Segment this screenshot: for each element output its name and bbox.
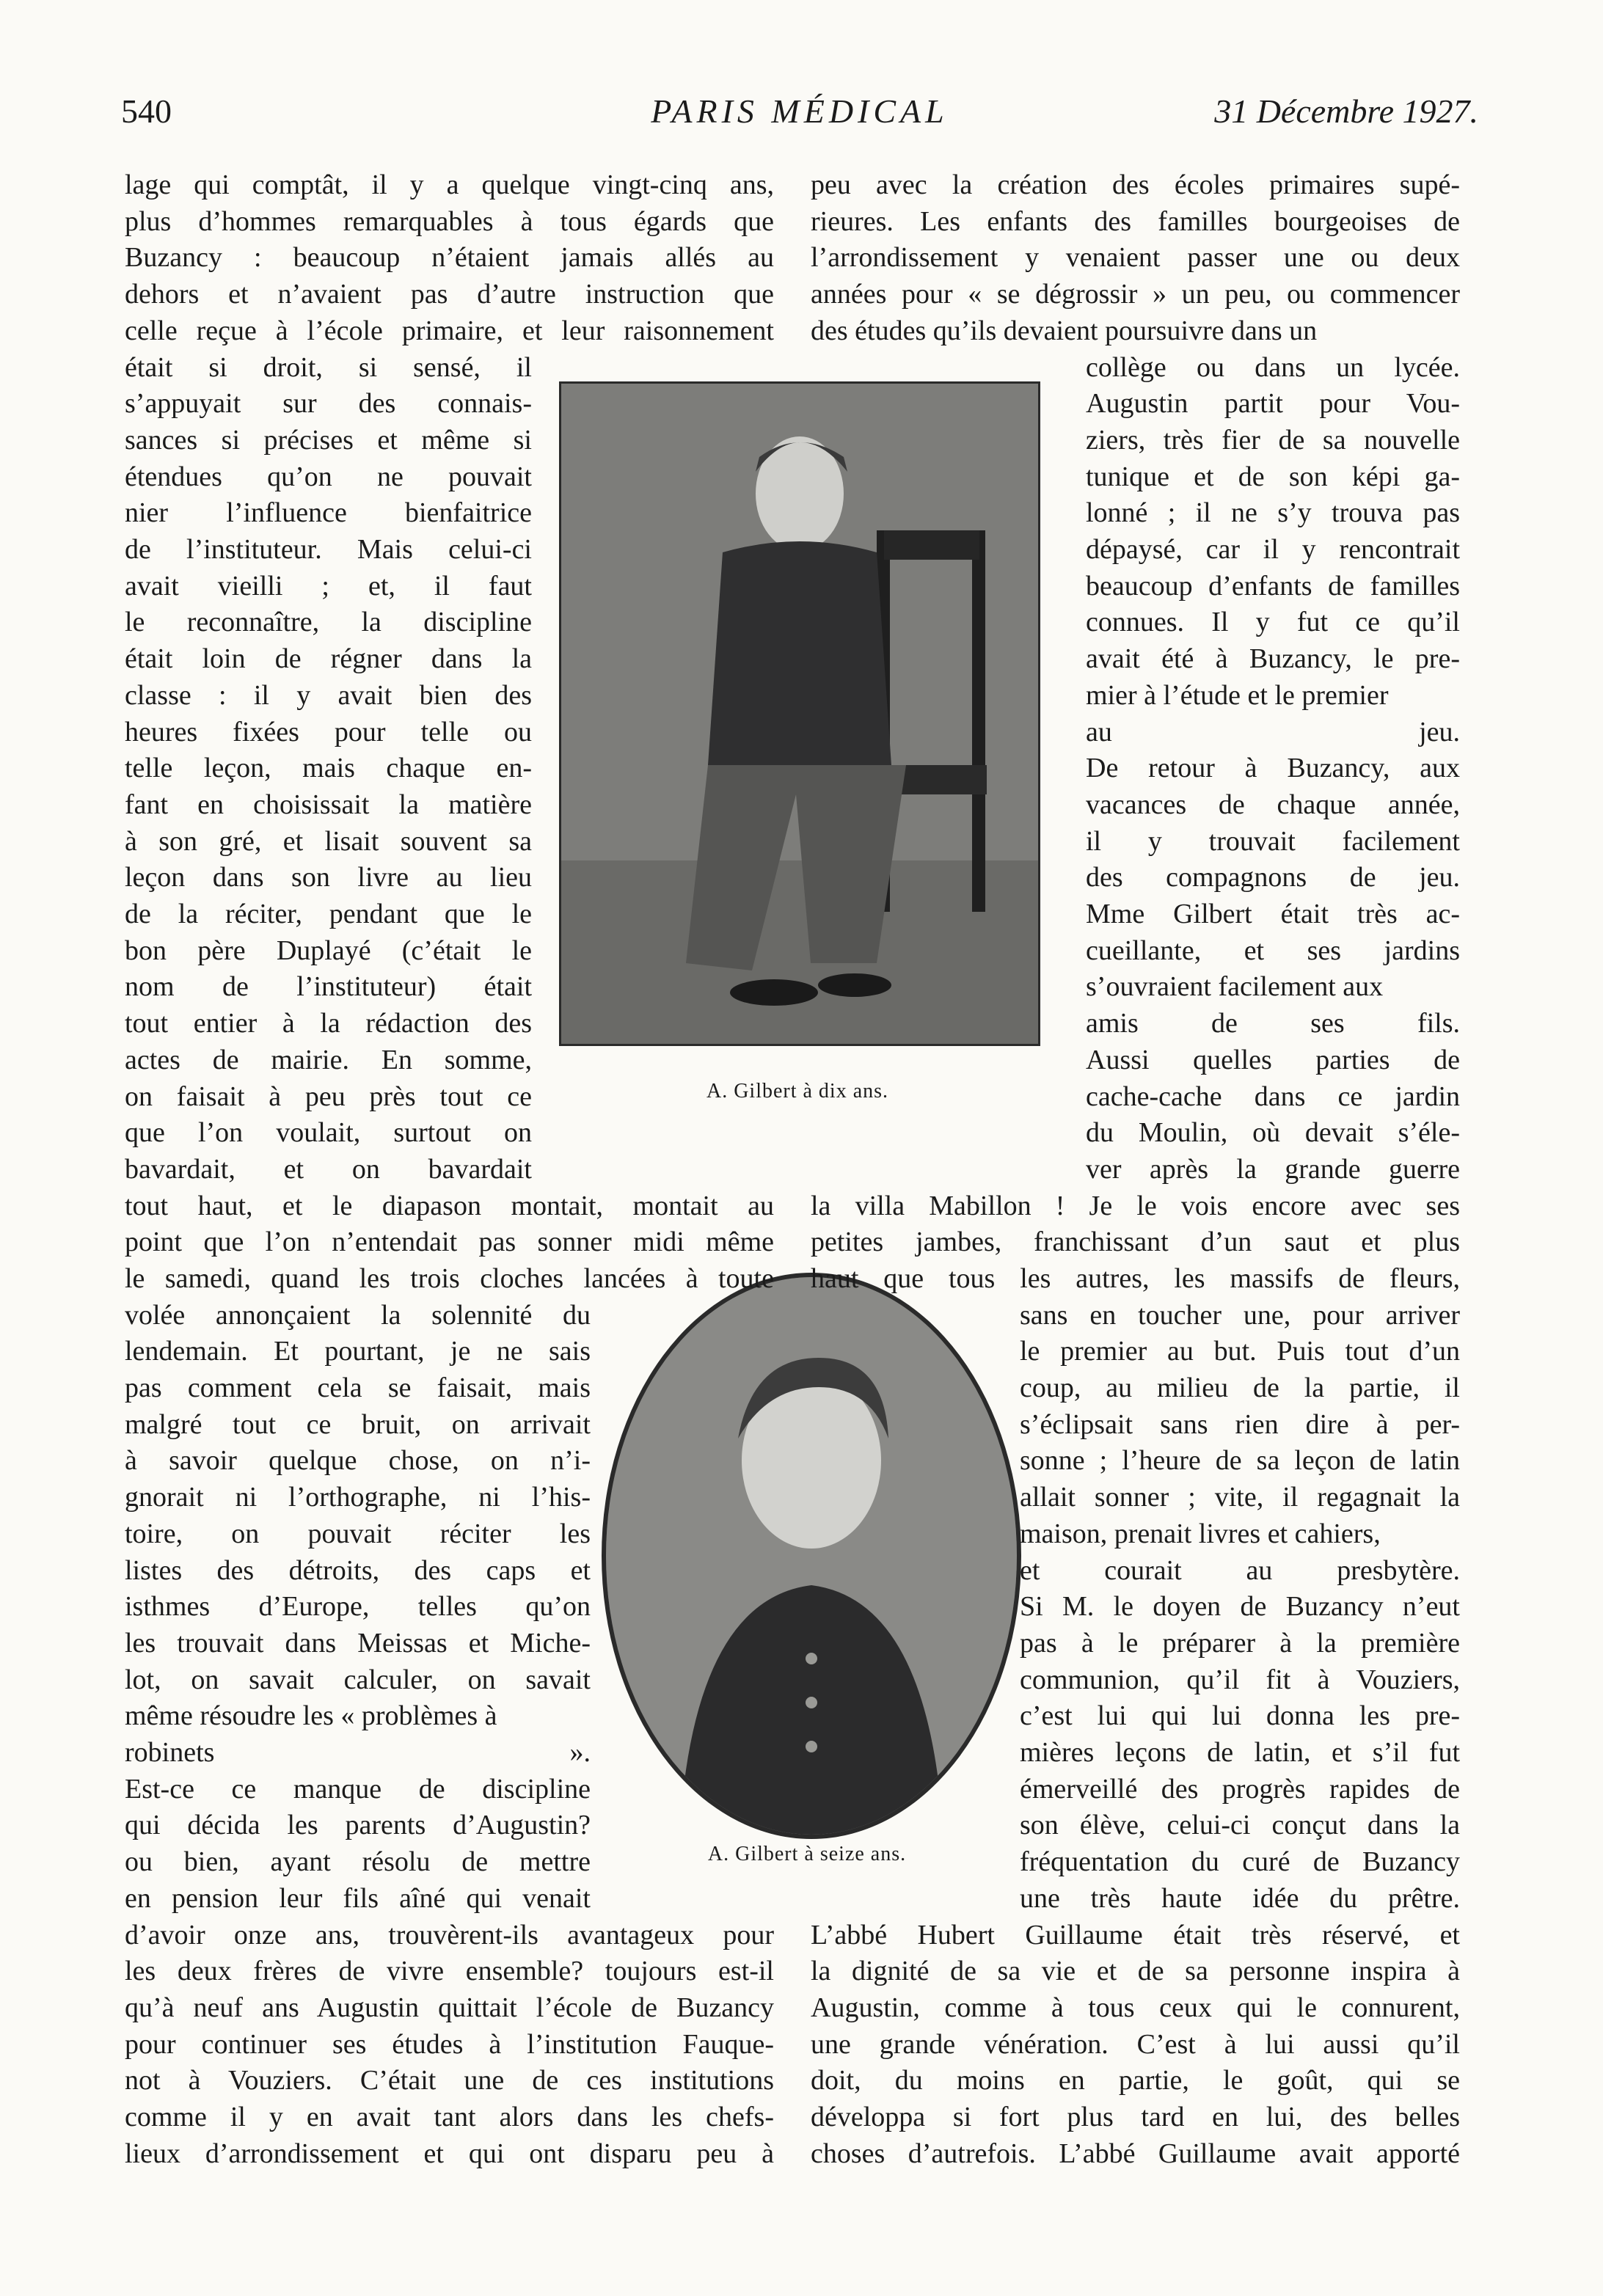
text-line: Augustin partit pour Vou-	[1086, 388, 1460, 420]
text-line: et courait au presbytère.	[1020, 1554, 1460, 1586]
text-line: Buzancy : beaucoup n’étaient jamais allés au	[125, 242, 774, 274]
text-line: gnorait ni l’orthographe, ni l’his-	[125, 1482, 591, 1513]
text-line: listes des détroits, des caps et	[125, 1554, 591, 1586]
text-line: coup, au milieu de la partie, il	[1020, 1372, 1460, 1403]
text-line: connues. Il y fut ce qu’il	[1086, 607, 1460, 638]
text-line: années pour « se dégrossir » un peu, ou commencer	[811, 279, 1460, 310]
text-line: sonne ; l’heure de sa leçon de latin	[1020, 1445, 1460, 1477]
text-line: nom de l’instituteur) était	[125, 971, 532, 1003]
text-line: Mme Gilbert était très ac-	[1086, 899, 1460, 929]
text-line: avait été à Buzancy, le pre-	[1086, 643, 1460, 675]
photo-caption: A. Gilbert à seize ans.	[707, 1843, 907, 1865]
text-line: rieures. Les enfants des familles bourgeoises de	[811, 205, 1460, 237]
text-line: les trouvait dans Meissas et Miche-	[125, 1627, 591, 1659]
text-line: une grande vénération. C’est à lui aussi qu’il	[811, 2028, 1460, 2060]
text-line: pour continuer ses études à l’institution Fauque-	[125, 2028, 774, 2060]
text-line: l’arrondissement y venaient passer une ou deux	[811, 242, 1460, 274]
text-line: émerveillé des progrès rapides de	[1020, 1773, 1460, 1805]
text-line: il y trouvait facilement	[1086, 825, 1460, 857]
text-line: point que l’on n’entendait pas sonner midi même	[125, 1226, 774, 1258]
issue-date: 31 Décembre 1927.	[1214, 92, 1478, 130]
text-line: choses d’autrefois. L’abbé Guillaume avait apporté	[811, 2138, 1460, 2169]
text-line: De retour à Buzancy, aux	[1086, 753, 1460, 784]
text-line: leçon dans son livre au lieu	[125, 862, 532, 893]
text-line: de l’instituteur. Mais celui-ci	[125, 534, 532, 565]
text-line: s’ouvraient facilement aux	[1086, 971, 1384, 1003]
text-line: bon père Duplayé (c’était le	[125, 935, 532, 966]
text-line: le premier au but. Puis tout d’un	[1020, 1336, 1460, 1367]
text-line: ziers, très fier de sa nouvelle	[1086, 424, 1460, 456]
text-line: toire, on pouvait réciter les	[125, 1518, 591, 1549]
text-line: haut que tous les autres, les massifs de fleurs,	[811, 1262, 1460, 1294]
text-line: qui décida les parents d’Augustin?	[125, 1810, 591, 1841]
text-line: tout entier à la rédaction des	[125, 1008, 532, 1039]
text-line: mier à l’étude et le premier	[1086, 679, 1389, 711]
text-line: était si droit, si sensé, il	[125, 351, 532, 383]
text-line: les deux frères de vivre ensemble? toujours est-il	[125, 1956, 774, 1987]
text-line: qu’à neuf ans Augustin quittait l’école de Buzancy	[125, 1992, 774, 2023]
text-line: des compagnons de jeu.	[1086, 862, 1460, 893]
text-line: maison, prenait livres et cahiers,	[1020, 1518, 1381, 1549]
text-line: Est-ce ce manque de discipline	[125, 1773, 591, 1805]
text-line: même résoudre les « problèmes à	[125, 1700, 497, 1732]
text-line: cueillante, et ses jardins	[1086, 935, 1460, 966]
text-line: d’avoir onze ans, trouvèrent-ils avantageux pour	[125, 1919, 774, 1950]
text-line: la villa Mabillon ! Je le vois encore avec ses	[811, 1190, 1460, 1221]
text-line: plus d’hommes remarquables à tous égards que	[125, 205, 774, 237]
text-line: Si M. le doyen de Buzancy n’eut	[1020, 1591, 1460, 1623]
text-line: lage qui comptât, il y a quelque vingt-cinq ans,	[125, 169, 774, 200]
text-line: bavardait, et on bavardait	[125, 1153, 532, 1185]
text-line: allait sonner ; vite, il regagnait la	[1020, 1482, 1460, 1513]
text-line: dépaysé, car il y rencontrait	[1086, 534, 1460, 565]
text-line: lieux d’arrondissement et qui ont disparu peu à	[125, 2138, 774, 2169]
text-line: comme il y en avait tant alors dans les chefs-	[125, 2102, 774, 2132]
text-line: fant en choisissait la matière	[125, 789, 532, 820]
text-line: nier l’influence bienfaitrice	[125, 497, 532, 529]
text-line: volée annonçaient la solennité du	[125, 1299, 591, 1331]
text-line: une très haute idée du prêtre.	[1020, 1882, 1460, 1914]
text-line: du Moulin, où devait s’éle-	[1086, 1117, 1460, 1149]
text-line: le samedi, quand les trois cloches lancées à toute	[125, 1262, 774, 1294]
text-line: beaucoup d’enfants de familles	[1086, 570, 1460, 602]
text-line: sances si précises et même si	[125, 424, 532, 456]
text-line: lonné ; il ne s’y trouva pas	[1086, 497, 1460, 529]
text-line: s’appuyait sur des connais-	[125, 388, 532, 420]
text-line: pas à le préparer à la première	[1020, 1627, 1460, 1659]
text-line: son élève, celui-ci conçut dans la	[1020, 1810, 1460, 1841]
text-line: mières leçons de latin, et s’il fut	[1020, 1737, 1460, 1768]
text-line: c’est lui qui lui donna les pre-	[1020, 1700, 1460, 1732]
text-line: tunique et de son képi ga-	[1086, 461, 1460, 492]
text-line: ou bien, ayant résolu de mettre	[125, 1846, 591, 1878]
text-line: des études qu’ils devaient poursuivre dans un	[811, 315, 1318, 346]
text-line: était loin de régner dans la	[125, 643, 532, 675]
text-line: robinets ».	[125, 1737, 591, 1768]
text-line: avait vieilli ; et, il faut	[125, 570, 532, 602]
text-line: isthmes d’Europe, telles qu’on	[125, 1591, 591, 1623]
text-line: la dignité de sa vie et de sa personne inspira à	[811, 1956, 1460, 1987]
text-line: not à Vouziers. C’était une de ces institutions	[125, 2065, 774, 2096]
text-line: celle reçue à l’école primaire, et leur raisonnement	[125, 315, 774, 346]
seated-boy-illustration	[561, 384, 1038, 1044]
text-line: ver après la grande guerre	[1086, 1153, 1460, 1185]
text-line: Augustin, comme à tous ceux qui le connurent,	[811, 1992, 1460, 2023]
text-line: Aussi quelles parties de	[1086, 1044, 1460, 1075]
text-line: pas comment cela se faisait, mais	[125, 1372, 591, 1403]
text-line: à son gré, et lisait souvent sa	[125, 825, 532, 857]
journal-title: PARIS MÉDICAL	[651, 92, 949, 130]
text-line: développa si fort plus tard en lui, des belles	[811, 2102, 1460, 2132]
text-line: s’éclipsait sans rien dire à per-	[1020, 1408, 1460, 1440]
text-line: lendemain. Et pourtant, je ne sais	[125, 1336, 591, 1367]
text-line: communion, qu’il fit à Vouziers,	[1020, 1664, 1460, 1695]
text-line: peu avec la création des écoles primaires supé-	[811, 169, 1460, 200]
photo-gilbert-age-ten	[559, 381, 1040, 1046]
text-line: collège ou dans un lycée.	[1086, 351, 1460, 383]
text-line: actes de mairie. En somme,	[125, 1044, 532, 1075]
text-line: petites jambes, franchissant d’un saut et plus	[811, 1226, 1460, 1258]
text-line: telle leçon, mais chaque en-	[125, 753, 532, 784]
text-line: lot, on savait calculer, on savait	[125, 1664, 591, 1695]
text-line: de la réciter, pendant que le	[125, 899, 532, 929]
text-line: classe : il y avait bien des	[125, 679, 532, 711]
text-line: à savoir quelque chose, on n’i-	[125, 1445, 591, 1477]
page-number: 540	[121, 92, 172, 130]
text-line: dehors et n’avaient pas d’autre instruction que	[125, 279, 774, 310]
text-line: doit, du moins en partie, le goût, qui se	[811, 2065, 1460, 2096]
text-line: malgré tout ce bruit, on arrivait	[125, 1408, 591, 1440]
text-line: étendues qu’on ne pouvait	[125, 461, 532, 492]
text-line: sans en toucher une, pour arriver	[1020, 1299, 1460, 1331]
text-line: amis de ses fils.	[1086, 1008, 1460, 1039]
text-line: au jeu.	[1086, 716, 1460, 747]
text-line: on faisait à peu près tout ce	[125, 1081, 532, 1112]
text-line: que l’on voulait, surtout on	[125, 1117, 532, 1149]
text-line: tout haut, et le diapason montait, montait au	[125, 1190, 774, 1221]
text-line: le reconnaître, la discipline	[125, 607, 532, 638]
text-line: cache-cache dans ce jardin	[1086, 1081, 1460, 1112]
portrait-gilbert-age-sixteen	[602, 1273, 1021, 1839]
text-line: fréquentation du curé de Buzancy	[1020, 1846, 1460, 1878]
text-line: vacances de chaque année,	[1086, 789, 1460, 820]
text-line: heures fixées pour telle ou	[125, 716, 532, 747]
text-line: L’abbé Hubert Guillaume était très réservé, et	[811, 1919, 1460, 1950]
boy-portrait-illustration	[606, 1277, 1017, 1835]
photo-caption: A. Gilbert à dix ans.	[706, 1080, 889, 1103]
running-header	[121, 89, 1478, 141]
text-line: en pension leur fils aîné qui venait	[125, 1882, 591, 1914]
